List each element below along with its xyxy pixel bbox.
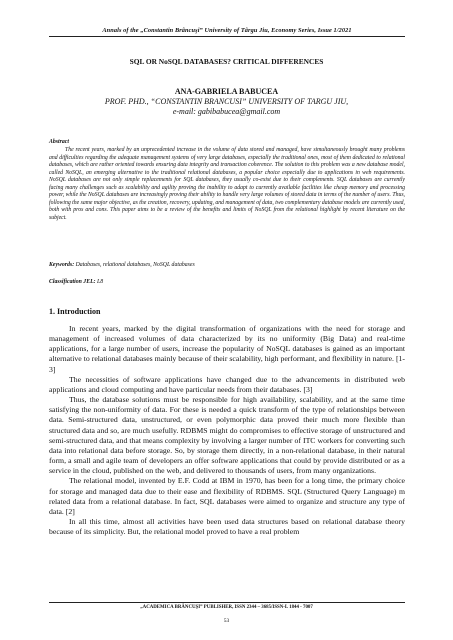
author-affiliation: PROF. PHD., “CONSTANTIN BRANCUSI” UNIVERSITY OF TARGU JIU, — [104, 97, 349, 106]
body-paragraph: In all this time, almost all activities have been used data structures based on relational database theory because of its simplicity. But, the relational model proved to have a real problem — [49, 516, 405, 537]
footer-rule — [49, 602, 405, 603]
jel-label: Classification JEL: — [49, 279, 96, 285]
body-paragraph: In recent years, marked by the digital transformation of organizations with the need for storage and management of increased volumes of data characterized by its no uniformity (Big Data) and real-time applications, for a large number of users, increase the popularity of NoSQL databases is gained as an important alternative to relational databases mainly because of their scalability, high performant, and flexibility in nature. [1-3] — [49, 324, 405, 374]
keywords-line — [49, 262, 405, 268]
abstract-text: The recent years, marked by an unprecedented increase in the volume of data stored and managed, have simultaneously brought many problems and difficulties regarding the adequate management systems of very large databases, especially the traditional ones, most of them dedicated to relational databases, which are rather oriented towards ensuring data integrity and transaction coherence. The solution to this problem was a new database model, called NoSQL, an emerging alternative to the traditional relational databases, a popular choice especially due to applications in web requirements. NoSQL databases are not only simple replacements for SQL databases, they usually co-exist due to their complements. SQL databases are currently facing many challenges such as scalability and agility proving the inability to adapt to currently available facilities like cheap memory and processing power, while the NoSQL databases are increasingly proving their ability to handle very large volumes of stored data in terms of the number of users. Thus, following the same major objective, as the creation, recovery, updating, and management of data, two complementary database models are currently used, both with pros and cons. This paper aims to be a review of the benefits and limits of NoSQL from the relational highlight by recent literature on the subject. — [49, 147, 405, 221]
author-name: ANA-GABRIELA BABUCEA — [174, 87, 279, 96]
abstract-heading: Abstract — [49, 139, 69, 145]
page-number: 53 — [223, 618, 230, 624]
body-paragraph: Thus, the database solutions must be responsible for high availability, scalability, and at the same time satisfying the non-uniformity of data. For these is needed a quick transform of the type of relationships between data. Semi-structured data, unstructured, or even polymorphic data proved their much more flexible than structured data and so, are much usefully. RDBMS might do compromises to effective storage of unstructured and semi-structured data, and that means complexity by involving a larger number of ITC workers for converting such data into relational data before storage. So, by storage them directly, in a non-relational database, in their natural form, a small and agile team of developers an offer software applications that could by provide distributed or as a service in the cloud, published on the web, and delivered to thousands of users, from many organizations. — [49, 395, 405, 476]
section-body — [49, 324, 405, 537]
publisher-footer: „ACADEMICA BRÂNCUŞI” PUBLISHER, ISSN 2344 – 3685/ISSN-L 1844 - 7007 — [140, 605, 313, 610]
keywords-label: Keywords: — [49, 262, 75, 268]
body-paragraph: The relational model, invented by E.F. Codd at IBM in 1970, has been for a long time, the primary choice for storage and managed data due to their ease and flexibility of RDBMS. SQL (Structured Query Language) m related data from a relational database. In fact, SQL databases were aimed to organize and structure any type of data. [2] — [49, 476, 405, 516]
section-heading: 1. Introduction — [49, 307, 101, 316]
jel-line — [49, 279, 405, 285]
running-head: Annals of the „Constantin Brâncuşi” University of Târgu Jiu, Economy Series, Issue 1/2021 — [102, 27, 352, 34]
body-paragraph: The necessities of software applications have changed due to the advancements in distributed web applications and cloud computing and have particular needs from their databases. [3] — [49, 374, 405, 394]
header-rule — [49, 36, 405, 37]
jel-value: L8 — [97, 279, 104, 285]
paper-title: SQL OR NoSQL DATABASES? CRITICAL DIFFERENCES — [129, 57, 324, 66]
keywords-value: Databases, relational databases, NoSQL databases — [75, 262, 195, 268]
author-email: e-mail: gabibabucea@gmail.com — [172, 107, 281, 116]
